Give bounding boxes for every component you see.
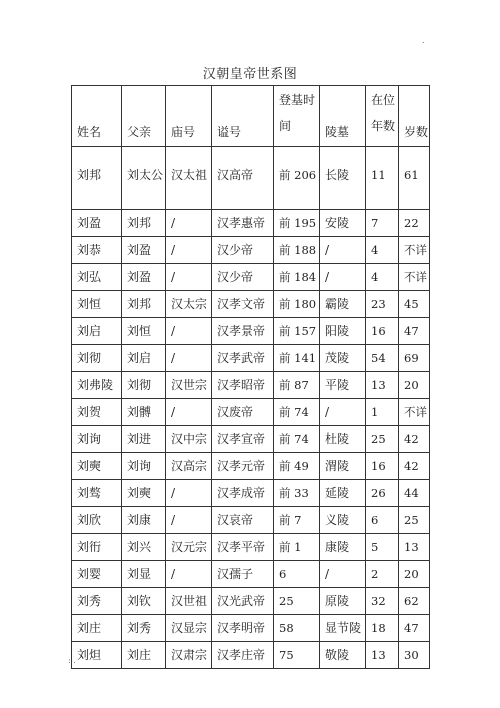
header-enthronement: 登基时间 xyxy=(274,86,320,147)
table-row xyxy=(72,561,430,588)
table-row xyxy=(72,210,430,237)
cell-posthumous-name: 汉孝平帝 xyxy=(212,534,274,561)
cell-temple-name: / xyxy=(166,345,212,372)
cell-name: 刘贺 xyxy=(72,399,122,426)
cell-name: 刘询 xyxy=(72,426,122,453)
table-row xyxy=(72,372,430,399)
cell-posthumous-name: 汉孝元帝 xyxy=(212,453,274,480)
cell-posthumous-name: 汉孝惠帝 xyxy=(212,210,274,237)
cell-mausoleum: / xyxy=(320,237,366,264)
cell-reign-years: 4 xyxy=(366,264,399,291)
cell-name: 刘恒 xyxy=(72,291,122,318)
table-row xyxy=(72,453,430,480)
cell-enthronement: 58 xyxy=(274,615,320,642)
table-row xyxy=(72,291,430,318)
cell-reign-years: 1 xyxy=(366,399,399,426)
cell-age: 不详 xyxy=(399,237,430,264)
cell-temple-name: 汉高宗 xyxy=(166,453,212,480)
cell-mausoleum: / xyxy=(320,399,366,426)
cell-mausoleum: 杜陵 xyxy=(320,426,366,453)
cell-age: 47 xyxy=(399,318,430,345)
cell-enthronement: 前 141 xyxy=(274,345,320,372)
cell-posthumous-name: 汉孝景帝 xyxy=(212,318,274,345)
cell-father: 刘显 xyxy=(122,561,166,588)
cell-name: 刘盈 xyxy=(72,210,122,237)
table-row xyxy=(72,534,430,561)
cell-name: 刘衎 xyxy=(72,534,122,561)
cell-temple-name: 汉太祖 xyxy=(166,147,212,210)
cell-age: 20 xyxy=(399,561,430,588)
cell-mausoleum: 原陵 xyxy=(320,588,366,615)
cell-age: 45 xyxy=(399,291,430,318)
table-row xyxy=(72,237,430,264)
cell-age: 20 xyxy=(399,372,430,399)
cell-father: 刘盈 xyxy=(122,264,166,291)
table-row xyxy=(72,588,430,615)
cell-enthronement: 前 74 xyxy=(274,426,320,453)
cell-reign-years: 13 xyxy=(366,372,399,399)
cell-temple-name: / xyxy=(166,237,212,264)
cell-reign-years: 4 xyxy=(366,237,399,264)
cell-mausoleum: 渭陵 xyxy=(320,453,366,480)
cell-enthronement: 前 180 xyxy=(274,291,320,318)
cell-temple-name: / xyxy=(166,399,212,426)
cell-temple-name: 汉显宗 xyxy=(166,615,212,642)
cell-father: 刘盈 xyxy=(122,237,166,264)
cell-posthumous-name: 汉孺子 xyxy=(212,561,274,588)
cell-father: 刘钦 xyxy=(122,588,166,615)
cell-posthumous-name: 汉光武帝 xyxy=(212,588,274,615)
cell-reign-years: 18 xyxy=(366,615,399,642)
cell-father: 刘太公 xyxy=(122,147,166,210)
cell-reign-years: 32 xyxy=(366,588,399,615)
cell-reign-years: 23 xyxy=(366,291,399,318)
cell-temple-name: / xyxy=(166,561,212,588)
cell-father: 刘庄 xyxy=(122,642,166,669)
table-row xyxy=(72,615,430,642)
cell-father: 刘邦 xyxy=(122,291,166,318)
cell-temple-name: / xyxy=(166,264,212,291)
cell-mausoleum: 阳陵 xyxy=(320,318,366,345)
table-body xyxy=(72,147,430,669)
cell-age: 42 xyxy=(399,426,430,453)
cell-temple-name: / xyxy=(166,318,212,345)
cell-name: 刘恭 xyxy=(72,237,122,264)
cell-mausoleum: 康陵 xyxy=(320,534,366,561)
cell-age: 61 xyxy=(399,147,430,210)
header-reign-years: 在位年数 xyxy=(366,86,399,147)
cell-posthumous-name: 汉孝文帝 xyxy=(212,291,274,318)
table-row xyxy=(72,318,430,345)
cell-mausoleum: / xyxy=(320,264,366,291)
cell-temple-name: / xyxy=(166,210,212,237)
cell-age: 不详 xyxy=(399,264,430,291)
emperor-lineage-table xyxy=(71,85,430,669)
cell-age: 44 xyxy=(399,480,430,507)
cell-enthronement: 前 7 xyxy=(274,507,320,534)
cell-posthumous-name: 汉高帝 xyxy=(212,147,274,210)
cell-mausoleum: 长陵 xyxy=(320,147,366,210)
cell-reign-years: 5 xyxy=(366,534,399,561)
cell-posthumous-name: 汉少帝 xyxy=(212,237,274,264)
table-header-row xyxy=(72,86,430,147)
table-row xyxy=(72,264,430,291)
cell-name: 刘炟 xyxy=(72,642,122,669)
cell-name: 刘启 xyxy=(72,318,122,345)
cell-enthronement: 前 157 xyxy=(274,318,320,345)
cell-reign-years: 16 xyxy=(366,453,399,480)
table-row xyxy=(72,426,430,453)
cell-enthronement: 75 xyxy=(274,642,320,669)
header-mausoleum: 陵墓 xyxy=(320,86,366,147)
cell-mausoleum: 安陵 xyxy=(320,210,366,237)
cell-mausoleum: / xyxy=(320,561,366,588)
cell-temple-name: 汉元宗 xyxy=(166,534,212,561)
cell-father: 刘询 xyxy=(122,453,166,480)
cell-age: 22 xyxy=(399,210,430,237)
page-footer-mark: : . xyxy=(68,656,76,665)
cell-posthumous-name: 汉孝昭帝 xyxy=(212,372,274,399)
cell-temple-name: 汉中宗 xyxy=(166,426,212,453)
cell-age: 42 xyxy=(399,453,430,480)
cell-name: 刘邦 xyxy=(72,147,122,210)
page-title: 汉朝皇帝世系图 xyxy=(202,67,298,82)
cell-posthumous-name: 汉孝庄帝 xyxy=(212,642,274,669)
cell-reign-years: 6 xyxy=(366,507,399,534)
header-temple-name: 庙号 xyxy=(166,86,212,147)
cell-enthronement: 前 49 xyxy=(274,453,320,480)
cell-mausoleum: 霸陵 xyxy=(320,291,366,318)
cell-posthumous-name: 汉孝宣帝 xyxy=(212,426,274,453)
cell-age: 13 xyxy=(399,534,430,561)
cell-age: 62 xyxy=(399,588,430,615)
header-age: 岁数 xyxy=(399,86,430,147)
cell-reign-years: 11 xyxy=(366,147,399,210)
cell-enthronement: 前 195 xyxy=(274,210,320,237)
cell-temple-name: / xyxy=(166,507,212,534)
cell-reign-years: 16 xyxy=(366,318,399,345)
table-row xyxy=(72,399,430,426)
table-row xyxy=(72,147,430,210)
cell-mausoleum: 茂陵 xyxy=(320,345,366,372)
cell-enthronement: 前 87 xyxy=(274,372,320,399)
cell-reign-years: 25 xyxy=(366,426,399,453)
table-row xyxy=(72,642,430,669)
cell-enthronement: 25 xyxy=(274,588,320,615)
cell-father: 刘髆 xyxy=(122,399,166,426)
table-row xyxy=(72,507,430,534)
cell-name: 刘婴 xyxy=(72,561,122,588)
cell-posthumous-name: 汉废帝 xyxy=(212,399,274,426)
cell-age: 25 xyxy=(399,507,430,534)
cell-father: 刘进 xyxy=(122,426,166,453)
cell-father: 刘启 xyxy=(122,345,166,372)
cell-age: 30 xyxy=(399,642,430,669)
cell-name: 刘欣 xyxy=(72,507,122,534)
header-posthumous-name: 谥号 xyxy=(212,86,274,147)
cell-mausoleum: 延陵 xyxy=(320,480,366,507)
cell-father: 刘恒 xyxy=(122,318,166,345)
cell-enthronement: 前 188 xyxy=(274,237,320,264)
cell-reign-years: 26 xyxy=(366,480,399,507)
cell-name: 刘彻 xyxy=(72,345,122,372)
cell-mausoleum: 敬陵 xyxy=(320,642,366,669)
cell-father: 刘康 xyxy=(122,507,166,534)
cell-enthronement: 6 xyxy=(274,561,320,588)
cell-mausoleum: 显节陵 xyxy=(320,615,366,642)
cell-father: 刘兴 xyxy=(122,534,166,561)
cell-enthronement: 前 74 xyxy=(274,399,320,426)
cell-posthumous-name: 汉孝明帝 xyxy=(212,615,274,642)
cell-temple-name: 汉太宗 xyxy=(166,291,212,318)
page-corner-mark: . xyxy=(422,36,425,45)
cell-reign-years: 13 xyxy=(366,642,399,669)
cell-name: 刘庄 xyxy=(72,615,122,642)
table-row xyxy=(72,345,430,372)
cell-age: 不详 xyxy=(399,399,430,426)
cell-father: 刘奭 xyxy=(122,480,166,507)
cell-enthronement: 前 33 xyxy=(274,480,320,507)
cell-enthronement: 前 206 xyxy=(274,147,320,210)
cell-mausoleum: 平陵 xyxy=(320,372,366,399)
table-row xyxy=(72,480,430,507)
cell-posthumous-name: 汉哀帝 xyxy=(212,507,274,534)
cell-age: 47 xyxy=(399,615,430,642)
cell-temple-name: 汉世祖 xyxy=(166,588,212,615)
cell-enthronement: 前 184 xyxy=(274,264,320,291)
cell-reign-years: 54 xyxy=(366,345,399,372)
cell-name: 刘奭 xyxy=(72,453,122,480)
cell-name: 刘弗陵 xyxy=(72,372,122,399)
header-father: 父亲 xyxy=(122,86,166,147)
cell-enthronement: 前 1 xyxy=(274,534,320,561)
cell-reign-years: 7 xyxy=(366,210,399,237)
cell-name: 刘骜 xyxy=(72,480,122,507)
cell-name: 刘弘 xyxy=(72,264,122,291)
cell-father: 刘邦 xyxy=(122,210,166,237)
cell-father: 刘秀 xyxy=(122,615,166,642)
header-name: 姓名 xyxy=(72,86,122,147)
cell-posthumous-name: 汉孝武帝 xyxy=(212,345,274,372)
cell-age: 69 xyxy=(399,345,430,372)
cell-mausoleum: 义陵 xyxy=(320,507,366,534)
cell-posthumous-name: 汉少帝 xyxy=(212,264,274,291)
cell-temple-name: / xyxy=(166,480,212,507)
cell-name: 刘秀 xyxy=(72,588,122,615)
cell-temple-name: 汉世宗 xyxy=(166,372,212,399)
cell-father: 刘彻 xyxy=(122,372,166,399)
cell-posthumous-name: 汉孝成帝 xyxy=(212,480,274,507)
cell-temple-name: 汉肃宗 xyxy=(166,642,212,669)
cell-reign-years: 2 xyxy=(366,561,399,588)
